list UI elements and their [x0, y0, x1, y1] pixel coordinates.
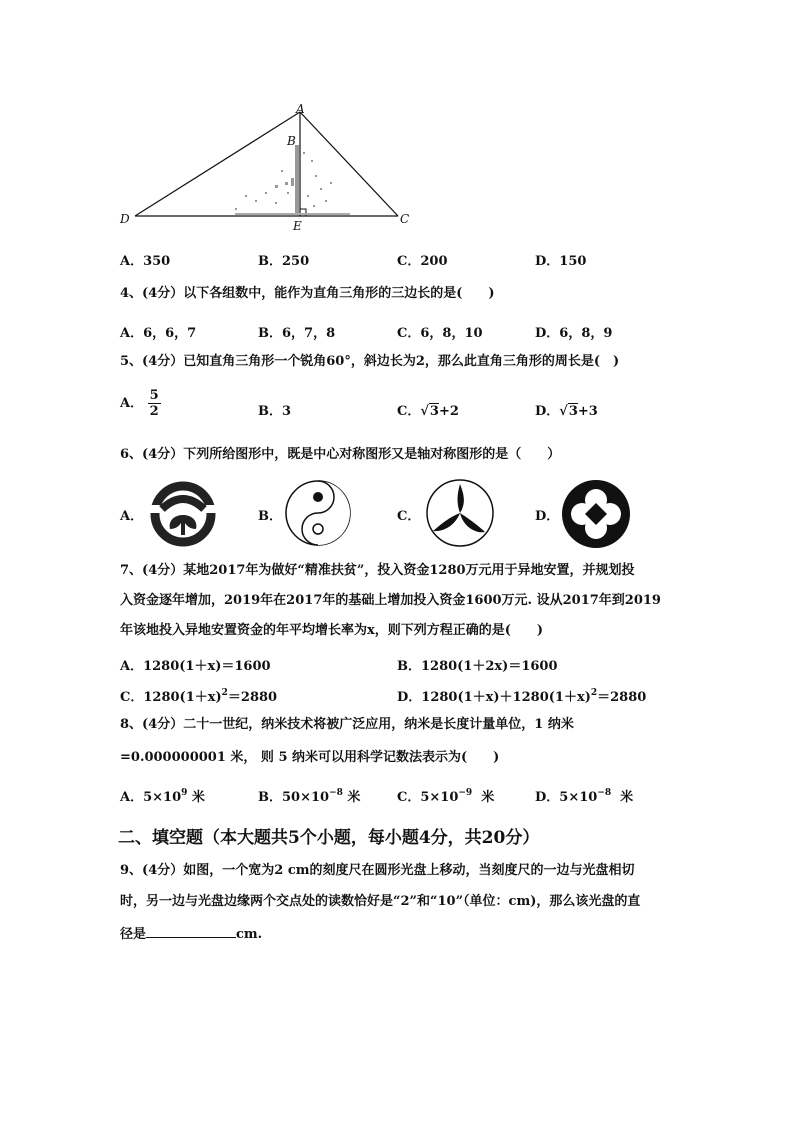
option-letter: A． [120, 659, 144, 674]
label-b: B [287, 134, 296, 148]
option-text: 1280(1＋x) [143, 690, 222, 705]
option-letter: D． [535, 326, 560, 341]
q8-option-d[interactable] [535, 786, 633, 805]
option-letter: A． [120, 254, 144, 269]
q9-prefix: 径是 [120, 927, 147, 942]
triangle-figure [115, 100, 435, 235]
option-text: +3 [577, 404, 598, 419]
option-text: 1280(1＋x)＋1280(1＋x) [421, 690, 591, 705]
option-text: 250 [282, 254, 310, 269]
q8-option-a[interactable] [120, 786, 205, 805]
option-text: ＝2880 [597, 690, 647, 705]
q4-option-c[interactable] [397, 322, 483, 341]
option-letter: C． [120, 690, 144, 705]
option-text: 50×10 [282, 790, 330, 805]
option-letter: D． [535, 790, 560, 805]
fraction-denominator: 2 [149, 404, 159, 419]
option-letter: C． [397, 404, 421, 419]
section-title: 二、填空题（本大题共5个小题，每小题4分，共20分） [118, 828, 540, 848]
yin-yang-icon [283, 478, 353, 548]
option-letter: B． [258, 509, 282, 524]
option-text: 1280(1＋x)＝1600 [143, 659, 271, 674]
option-text: 3 [282, 404, 292, 419]
sqrt-icon: √ [559, 404, 568, 419]
option-letter: A． [120, 509, 144, 524]
radicand: 3 [568, 404, 578, 419]
option-unit: 米 [187, 790, 205, 805]
option-text: 5×10 [420, 790, 459, 805]
option-letter: B． [258, 404, 282, 419]
radicand: 3 [429, 404, 439, 419]
option-text: 5×10 [143, 790, 182, 805]
q7-line-1: 7、(4分）某地2017年为做好“精准扶贫”，投入资金1280万元用于异地安置，并规划投 [120, 563, 635, 578]
label-c: C [400, 212, 410, 226]
badge-logo-icon [148, 479, 218, 549]
q7-option-c[interactable] [120, 686, 277, 705]
exponent: −8 [329, 788, 343, 798]
exponent: 9 [181, 788, 188, 798]
q7-option-a[interactable] [120, 655, 271, 674]
q3-option-b[interactable] [258, 250, 309, 269]
option-unit: 米 [611, 790, 634, 805]
option-letter: B． [258, 254, 282, 269]
option-letter: A． [120, 326, 144, 341]
q9-line-1: 9、(4分）如图，一个宽为2 cm的刻度尺在圆形光盘上移动，当刻度尺的一边与光盘相切 [120, 863, 635, 878]
exponent: −9 [458, 788, 473, 798]
q5-option-b[interactable] [258, 400, 291, 419]
q8-line-2: =0.000000001 米， 则 5 纳米可以用科学记数法表示为( ) [120, 750, 500, 765]
option-unit: 米 [472, 790, 495, 805]
option-text: 1280(1＋2x)＝1600 [421, 659, 558, 674]
q9-line-2: 时，另一边与光盘边缘两个交点处的读数恰好是“2”和“10”（单位：cm)，那么该光盘的直 [120, 894, 641, 909]
option-text: 350 [143, 254, 171, 269]
label-d: D [120, 212, 130, 226]
label-e: E [293, 219, 302, 233]
q6-option-a[interactable] [120, 505, 143, 524]
q8-option-c[interactable] [397, 786, 494, 805]
q5-option-a[interactable] [120, 388, 161, 419]
q7-option-b[interactable] [397, 655, 558, 674]
q3-option-c[interactable] [397, 250, 448, 269]
four-circle-pattern-icon [560, 478, 632, 550]
three-petal-icon [425, 478, 495, 548]
option-unit: 米 [342, 790, 361, 805]
q5-option-c[interactable] [397, 400, 459, 419]
option-text: 6，8，9 [559, 326, 613, 341]
option-letter: C． [397, 326, 421, 341]
option-text: 5×10 [559, 790, 598, 805]
option-letter: D． [535, 404, 560, 419]
q6-stem: 6、(4分）下列所给图形中，既是中心对称图形又是轴对称图形的是（ ） [120, 447, 561, 462]
q7-line-3: 年该地投入异地安置资金的年平均增长率为x，则下列方程正确的是( ) [120, 623, 544, 638]
option-text: 6，6，7 [143, 326, 197, 341]
option-letter: C． [397, 790, 421, 805]
q4-stem: 4、(4分）以下各组数中，能作为直角三角形的三边长的是( ) [120, 286, 495, 301]
q8-option-b[interactable] [258, 786, 360, 805]
option-text: 6，7，8 [282, 326, 336, 341]
q4-option-b[interactable] [258, 322, 335, 341]
option-letter: C． [397, 254, 421, 269]
option-text: +2 [438, 404, 459, 419]
option-letter: D． [535, 254, 560, 269]
q6-option-d[interactable] [535, 505, 559, 524]
q9-suffix: cm. [236, 927, 263, 942]
option-text: 6，8，10 [420, 326, 483, 341]
fraction [148, 388, 161, 419]
option-letter: B． [397, 659, 421, 674]
q5-stem: 5、(4分）已知直角三角形一个锐角60°，斜边长为2，那么此直角三角形的周长是( ) [120, 354, 620, 369]
option-letter: D． [535, 509, 560, 524]
q5-option-d[interactable] [535, 400, 598, 419]
q3-option-a[interactable] [120, 250, 170, 269]
q6-option-c[interactable] [397, 505, 420, 524]
fraction-numerator: 5 [149, 388, 159, 403]
sqrt-icon: √ [420, 404, 429, 419]
q7-line-2: 入资金逐年增加，2019年在2017年的基础上增加投入资金1600万元. 设从2017年到2019 [120, 593, 661, 608]
exponent: −8 [597, 788, 612, 798]
q7-option-d[interactable] [397, 686, 646, 705]
option-letter: C． [397, 509, 421, 524]
option-text: ＝2880 [227, 690, 278, 705]
exponent: 2 [221, 688, 228, 698]
q9-line-3 [120, 925, 262, 944]
answer-blank[interactable] [146, 925, 236, 938]
option-letter: A． [120, 790, 144, 805]
q4-option-d[interactable] [535, 322, 612, 341]
option-letter: A． [120, 396, 144, 411]
q4-option-a[interactable] [120, 322, 196, 341]
q6-option-b[interactable] [258, 505, 282, 524]
label-a: A [296, 102, 305, 116]
option-text: 150 [559, 254, 587, 269]
option-letter: B． [258, 326, 282, 341]
q3-option-d[interactable] [535, 250, 586, 269]
option-text: 200 [420, 254, 448, 269]
option-letter: B． [258, 790, 282, 805]
exponent: 2 [590, 688, 598, 698]
option-letter: D． [397, 690, 422, 705]
q8-line-1: 8、(4分）二十一世纪，纳米技术将被广泛应用，纳米是长度计量单位，1 纳米 [120, 717, 574, 732]
